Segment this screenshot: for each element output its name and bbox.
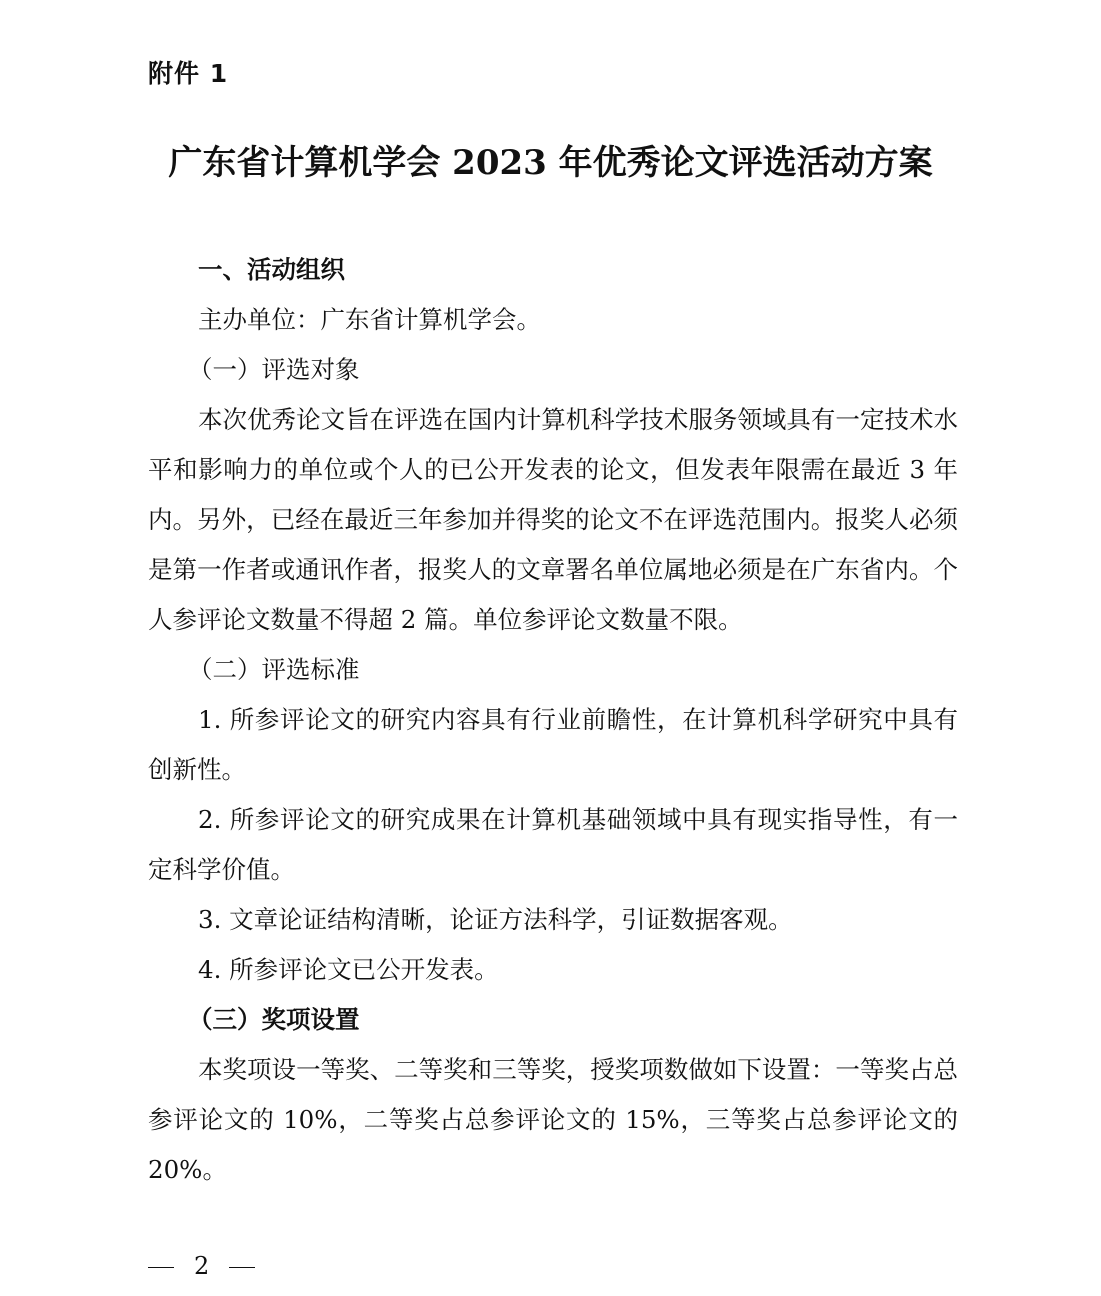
page-number: [148, 1248, 255, 1284]
organizer-line: 主办单位：广东省计算机学会。: [198, 305, 541, 334]
criteria-item-2: 2. 所参评论文的研究成果在计算机基础领域中具有现实指导性，有一定科学价值。: [148, 805, 958, 884]
document-body: [148, 245, 958, 1195]
criteria-item-3: 3. 文章论证结构清晰，论证方法科学，引证数据客观。: [198, 905, 793, 934]
page-number-right-dash: [229, 1267, 255, 1268]
subheading-evaluation-target: （一）评选对象: [188, 355, 360, 384]
subheading-award-settings: （三）奖项设置: [188, 1005, 360, 1034]
page-number-left-dash: [148, 1267, 174, 1268]
subheading-evaluation-criteria: （二）评选标准: [188, 655, 360, 684]
criteria-item-1: 1. 所参评论文的研究内容具有行业前瞻性，在计算机科学研究中具有创新性。: [148, 705, 958, 784]
document-title: 广东省计算机学会 2023 年优秀论文评选活动方案: [168, 143, 933, 183]
page-number-value: 2: [194, 1252, 210, 1280]
award-settings-paragraph: 本奖项设一等奖、二等奖和三等奖，授奖项数做如下设置：一等奖占总参评论文的 10%，二等奖占总参评论文的 15%，三等奖占总参评论文的 20%。: [148, 1055, 958, 1184]
section-heading-activity-organization: 一、活动组织: [198, 255, 345, 284]
attachment-label: 附件 1: [148, 59, 229, 88]
evaluation-target-paragraph: 本次优秀论文旨在评选在国内计算机科学技术服务领域具有一定技术水平和影响力的单位或个人的已公开发表的论文，但发表年限需在最近 3 年内。另外，已经在最近三年参加并得奖的论文不在评选范围内。报奖人必须是第一作者或通讯作者，报奖人的文章署名单位属地必须是在广东省内。个人参评论文数量不得超 2 篇。单位参评论文数量不限。: [148, 405, 958, 634]
criteria-item-4: 4. 所参评论文已公开发表。: [198, 955, 499, 984]
